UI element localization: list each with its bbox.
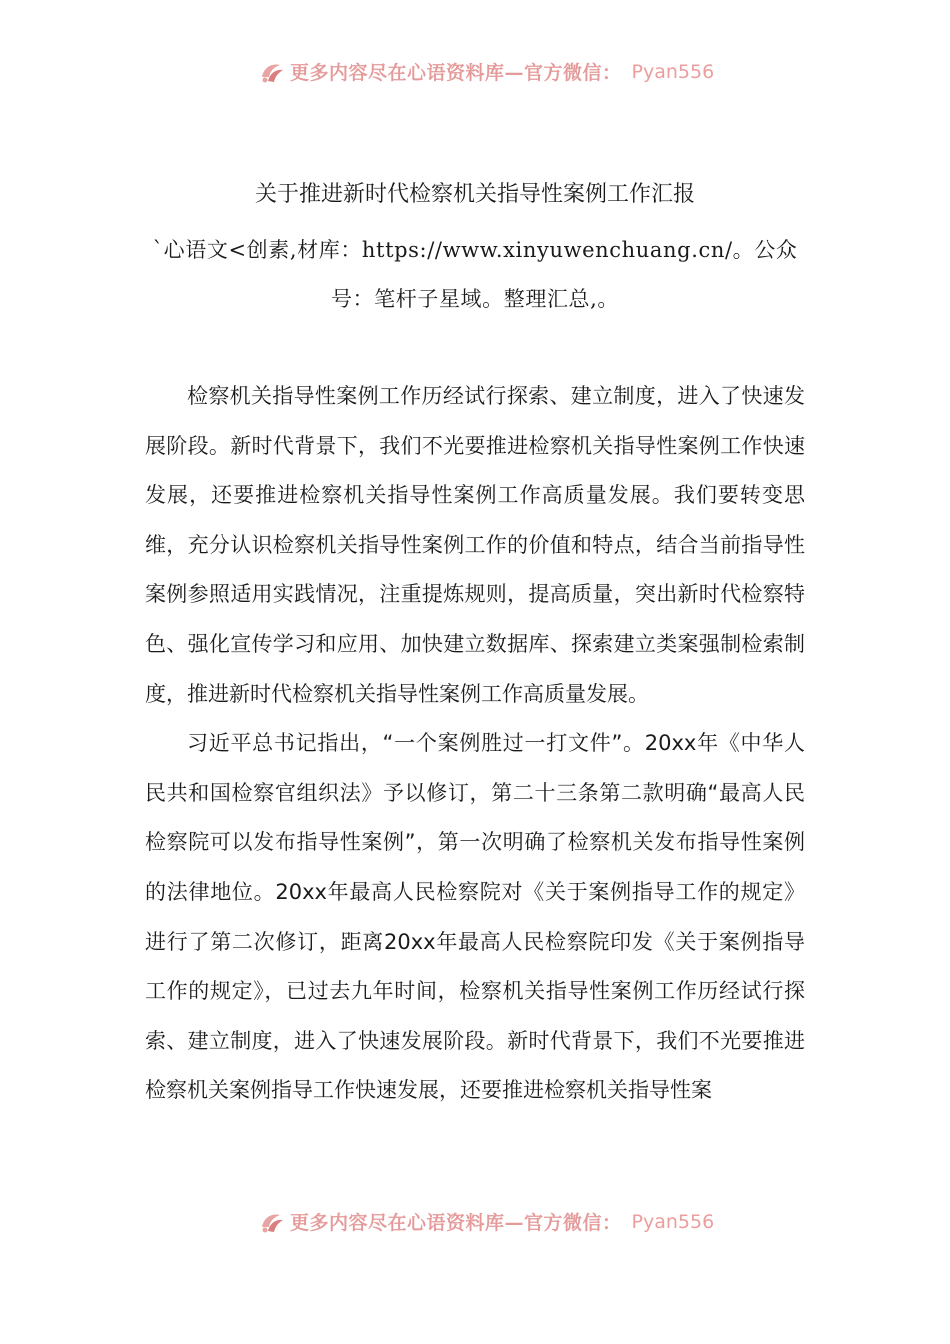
watermark-banner-top (0, 56, 950, 86)
watermark-banner-bottom (0, 1206, 950, 1236)
body-paragraph: 习近平总书记指出，“一个案例胜过一打文件”。20xx年《中华人民共和国检察官组织法》予以修订，第二十三条第二款明确“最高人民检察院可以发布指导性案例”，第一次明确了检察机关发布指导性案例的法律地位。20xx年最高人民检察院对《关于案例指导工作的规定》进行了第二次修订，距离20xx年最高人民检察院印发《关于案例指导工作的规定》，已过去九年时间，检察机关指导性案例工作历经试行探索、建立制度，进入了快速发展阶段。新时代背景下，我们不光要推进检察机关案例指导工作快速发展，还要推进检察机关指导性案 (145, 731, 805, 1103)
watermark-code: Pyan556 (631, 1210, 715, 1233)
watermark-logo-icon (258, 59, 286, 85)
watermark-code: Pyan556 (631, 60, 715, 83)
watermark-text: 更多内容尽在心语资料库—官方微信： (290, 1212, 622, 1234)
watermark-text: 更多内容尽在心语资料库—官方微信： (290, 62, 622, 84)
document-body (145, 372, 805, 1116)
body-paragraph: 检察机关指导性案例工作历经试行探索、建立制度，进入了快速发展阶段。新时代背景下，我们不光要推进检察机关指导性案例工作快速发展，还要推进检察机关指导性案例工作高质量发展。我们要转变思维，充分认识检察机关指导性案例工作的价值和特点，结合当前指导性案例参照适用实践情况，注重提炼规则，提高质量，突出新时代检察特色、强化宣传学习和应用、加快建立数据库、探索建立类案强制检索制度，推进新时代检察机关指导性案例工作高质量发展。 (145, 384, 805, 706)
watermark-logo-icon (258, 1209, 286, 1235)
document-title: 关于推进新时代检察机关指导性案例工作汇报 (254, 182, 695, 207)
source-note: `心语文<创素,材库：https://www.xinyuwenchuang.cn/。公众号：笔杆子星域。整理汇总,。 (152, 238, 798, 311)
